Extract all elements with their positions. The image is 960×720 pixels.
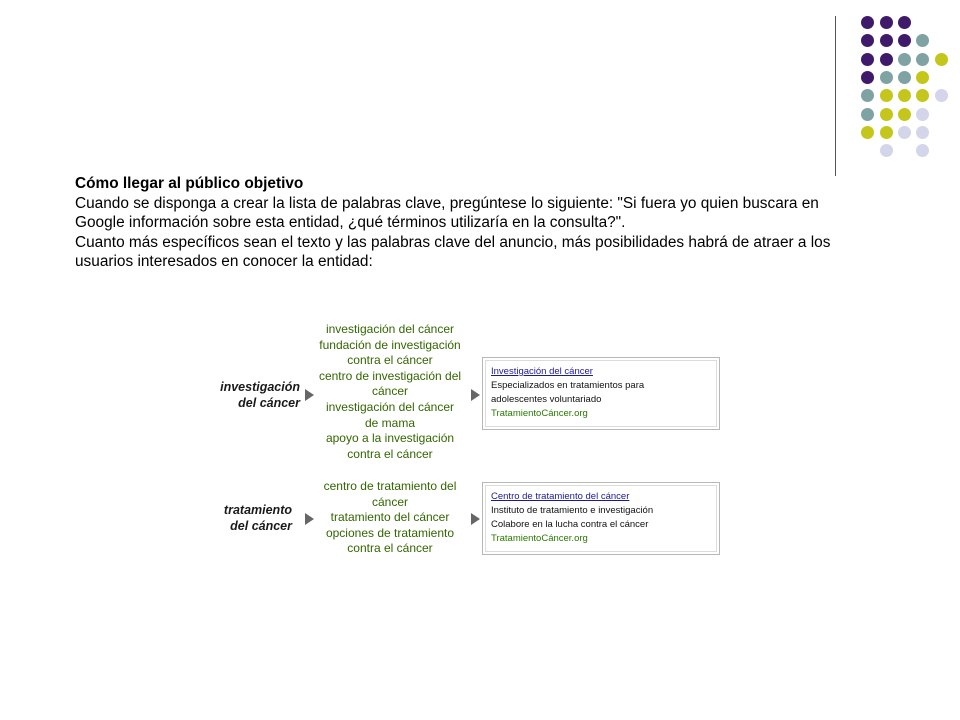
decorative-dot — [880, 53, 893, 66]
topic-line: del cáncer — [238, 396, 300, 410]
decorative-dot — [916, 108, 929, 121]
ad-description-line: adolescentes voluntariado — [491, 394, 602, 405]
decorative-dot — [916, 126, 929, 139]
decorative-dot — [880, 16, 893, 29]
decorative-dot — [861, 126, 874, 139]
keyword-item: investigación del cáncer — [325, 399, 455, 414]
decorative-dot — [880, 34, 893, 47]
decorative-dot — [916, 53, 929, 66]
decorative-dot — [898, 53, 911, 66]
body-text — [75, 174, 865, 272]
keyword-item: apoyo a la investigación — [325, 431, 455, 446]
decorative-dot — [861, 108, 874, 121]
keyword-item: contra el cáncer — [347, 446, 433, 461]
ad-description-line: Especializados en tratamientos para — [491, 380, 645, 391]
decorative-dot — [935, 53, 948, 66]
decorative-dot — [898, 16, 911, 29]
ad-display-url: TratamientoCáncer.org — [491, 533, 588, 544]
decorative-dot — [898, 108, 911, 121]
ad-preview-investigacion — [482, 357, 720, 430]
keyword-item: centro de investigación del — [318, 368, 462, 383]
keyword-item: fundación de investigación — [319, 337, 461, 352]
decorative-dot — [880, 108, 893, 121]
keyword-list-investigacion — [310, 322, 470, 462]
decorative-dot — [916, 89, 929, 102]
arrow-right-icon — [471, 389, 480, 401]
keyword-item: de mama — [364, 415, 416, 430]
paragraph-2: Cuanto más específicos sean el texto y las palabras clave del anuncio, más posibilidades habrá de atraer a los usuarios interesados en conocer la entidad: — [75, 233, 831, 271]
decorative-dot — [916, 34, 929, 47]
decorative-dot — [898, 126, 911, 139]
decorative-dot — [861, 89, 874, 102]
arrow-right-icon — [471, 513, 480, 525]
paragraph-1: Cuando se disponga a crear la lista de palabras clave, pregúntese lo siguiente: "Si fuera yo quien buscara en Google información sobre esta entidad, ¿qué términos utilizaría en la consulta?". — [75, 194, 819, 232]
decorative-dot — [916, 71, 929, 84]
topic-line: tratamiento — [223, 503, 292, 517]
ad-content — [485, 485, 717, 552]
topic-line: investigación — [220, 380, 300, 394]
decorative-dot — [861, 71, 874, 84]
decorative-dot — [898, 71, 911, 84]
topic-label-investigacion — [190, 379, 300, 411]
decorative-dot — [861, 16, 874, 29]
ad-content — [485, 360, 717, 427]
decorative-dot — [880, 89, 893, 102]
decorative-dot — [880, 144, 893, 157]
keyword-item: cáncer — [371, 384, 409, 399]
decorative-dot — [861, 53, 874, 66]
keyword-item: centro de tratamiento del — [323, 479, 457, 493]
keyword-item: contra el cáncer — [347, 353, 433, 368]
ad-headline-link[interactable]: Investigación del cáncer — [491, 366, 593, 377]
ad-display-url: TratamientoCáncer.org — [491, 408, 588, 419]
section-title: Cómo llegar al público objetivo — [75, 175, 304, 192]
keyword-item: investigación del cáncer — [325, 322, 455, 336]
decorative-dot — [898, 89, 911, 102]
keyword-item: contra el cáncer — [347, 541, 433, 556]
ad-description-line: Colabore en la lucha contra el cáncer — [491, 519, 649, 530]
ad-headline-link[interactable]: Centro de tratamiento del cáncer — [491, 491, 630, 502]
keyword-item: tratamiento del cáncer — [330, 510, 450, 525]
decorative-dot — [898, 34, 911, 47]
keyword-item: cáncer — [371, 494, 409, 509]
ad-preview-tratamiento — [482, 482, 720, 555]
keyword-list-tratamiento — [310, 479, 470, 557]
topic-line: del cáncer — [230, 519, 292, 533]
keyword-item: opciones de tratamiento — [325, 525, 455, 540]
decorative-dot — [916, 144, 929, 157]
decorative-dot — [935, 89, 948, 102]
decorative-dot — [880, 126, 893, 139]
decorative-dot — [880, 71, 893, 84]
decorative-dot — [861, 34, 874, 47]
ad-description-line: Instituto de tratamiento e investigación — [491, 505, 654, 516]
topic-label-tratamiento — [182, 502, 292, 534]
vertical-divider — [835, 16, 836, 176]
